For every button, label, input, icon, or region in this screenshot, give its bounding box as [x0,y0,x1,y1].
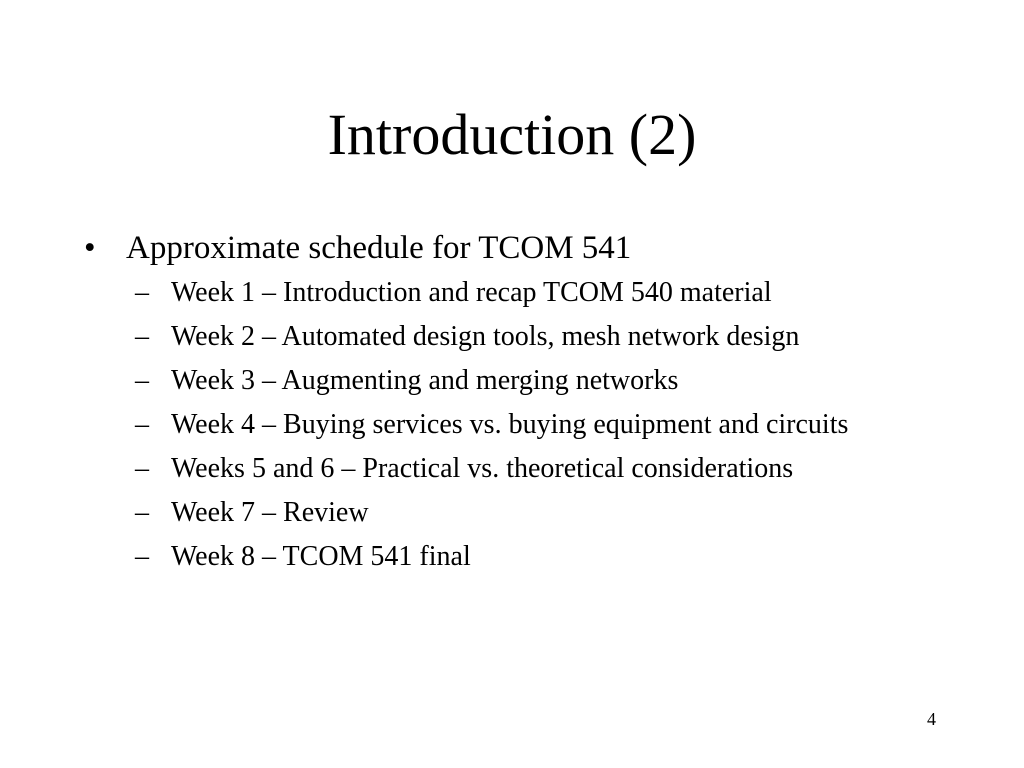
dash-icon: – [135,365,149,396]
schedule-item-text: Week 4 – Buying services vs. buying equipment and circuits [171,409,849,440]
schedule-item [126,320,964,353]
schedule-list [126,276,964,573]
main-bullet-text: Approximate schedule for TCOM 541 [126,230,632,266]
slide-content [84,226,964,584]
schedule-item [126,496,964,529]
schedule-item [126,276,964,309]
schedule-item-text: Week 3 – Augmenting and merging networks [171,365,679,396]
schedule-item-text: Week 8 – TCOM 541 final [171,541,471,572]
dash-icon: – [135,321,149,352]
schedule-item [126,540,964,573]
dash-icon: – [135,541,149,572]
schedule-item-text: Week 1 – Introduction and recap TCOM 540 material [171,277,772,308]
schedule-item-text: Weeks 5 and 6 – Practical vs. theoretical considerations [171,453,794,484]
main-bullet [84,226,964,270]
schedule-item-text: Week 7 – Review [171,497,369,528]
schedule-item [126,408,964,441]
dash-icon: – [135,497,149,528]
schedule-item [126,364,964,397]
page-number: 4 [927,709,936,729]
slide-title: Introduction (2) [327,102,697,167]
schedule-item-text: Week 2 – Automated design tools, mesh network design [171,321,800,352]
dash-icon: – [135,453,149,484]
bullet-icon: • [84,230,96,266]
dash-icon: – [135,409,149,440]
dash-icon: – [135,277,149,308]
schedule-item [126,452,964,485]
